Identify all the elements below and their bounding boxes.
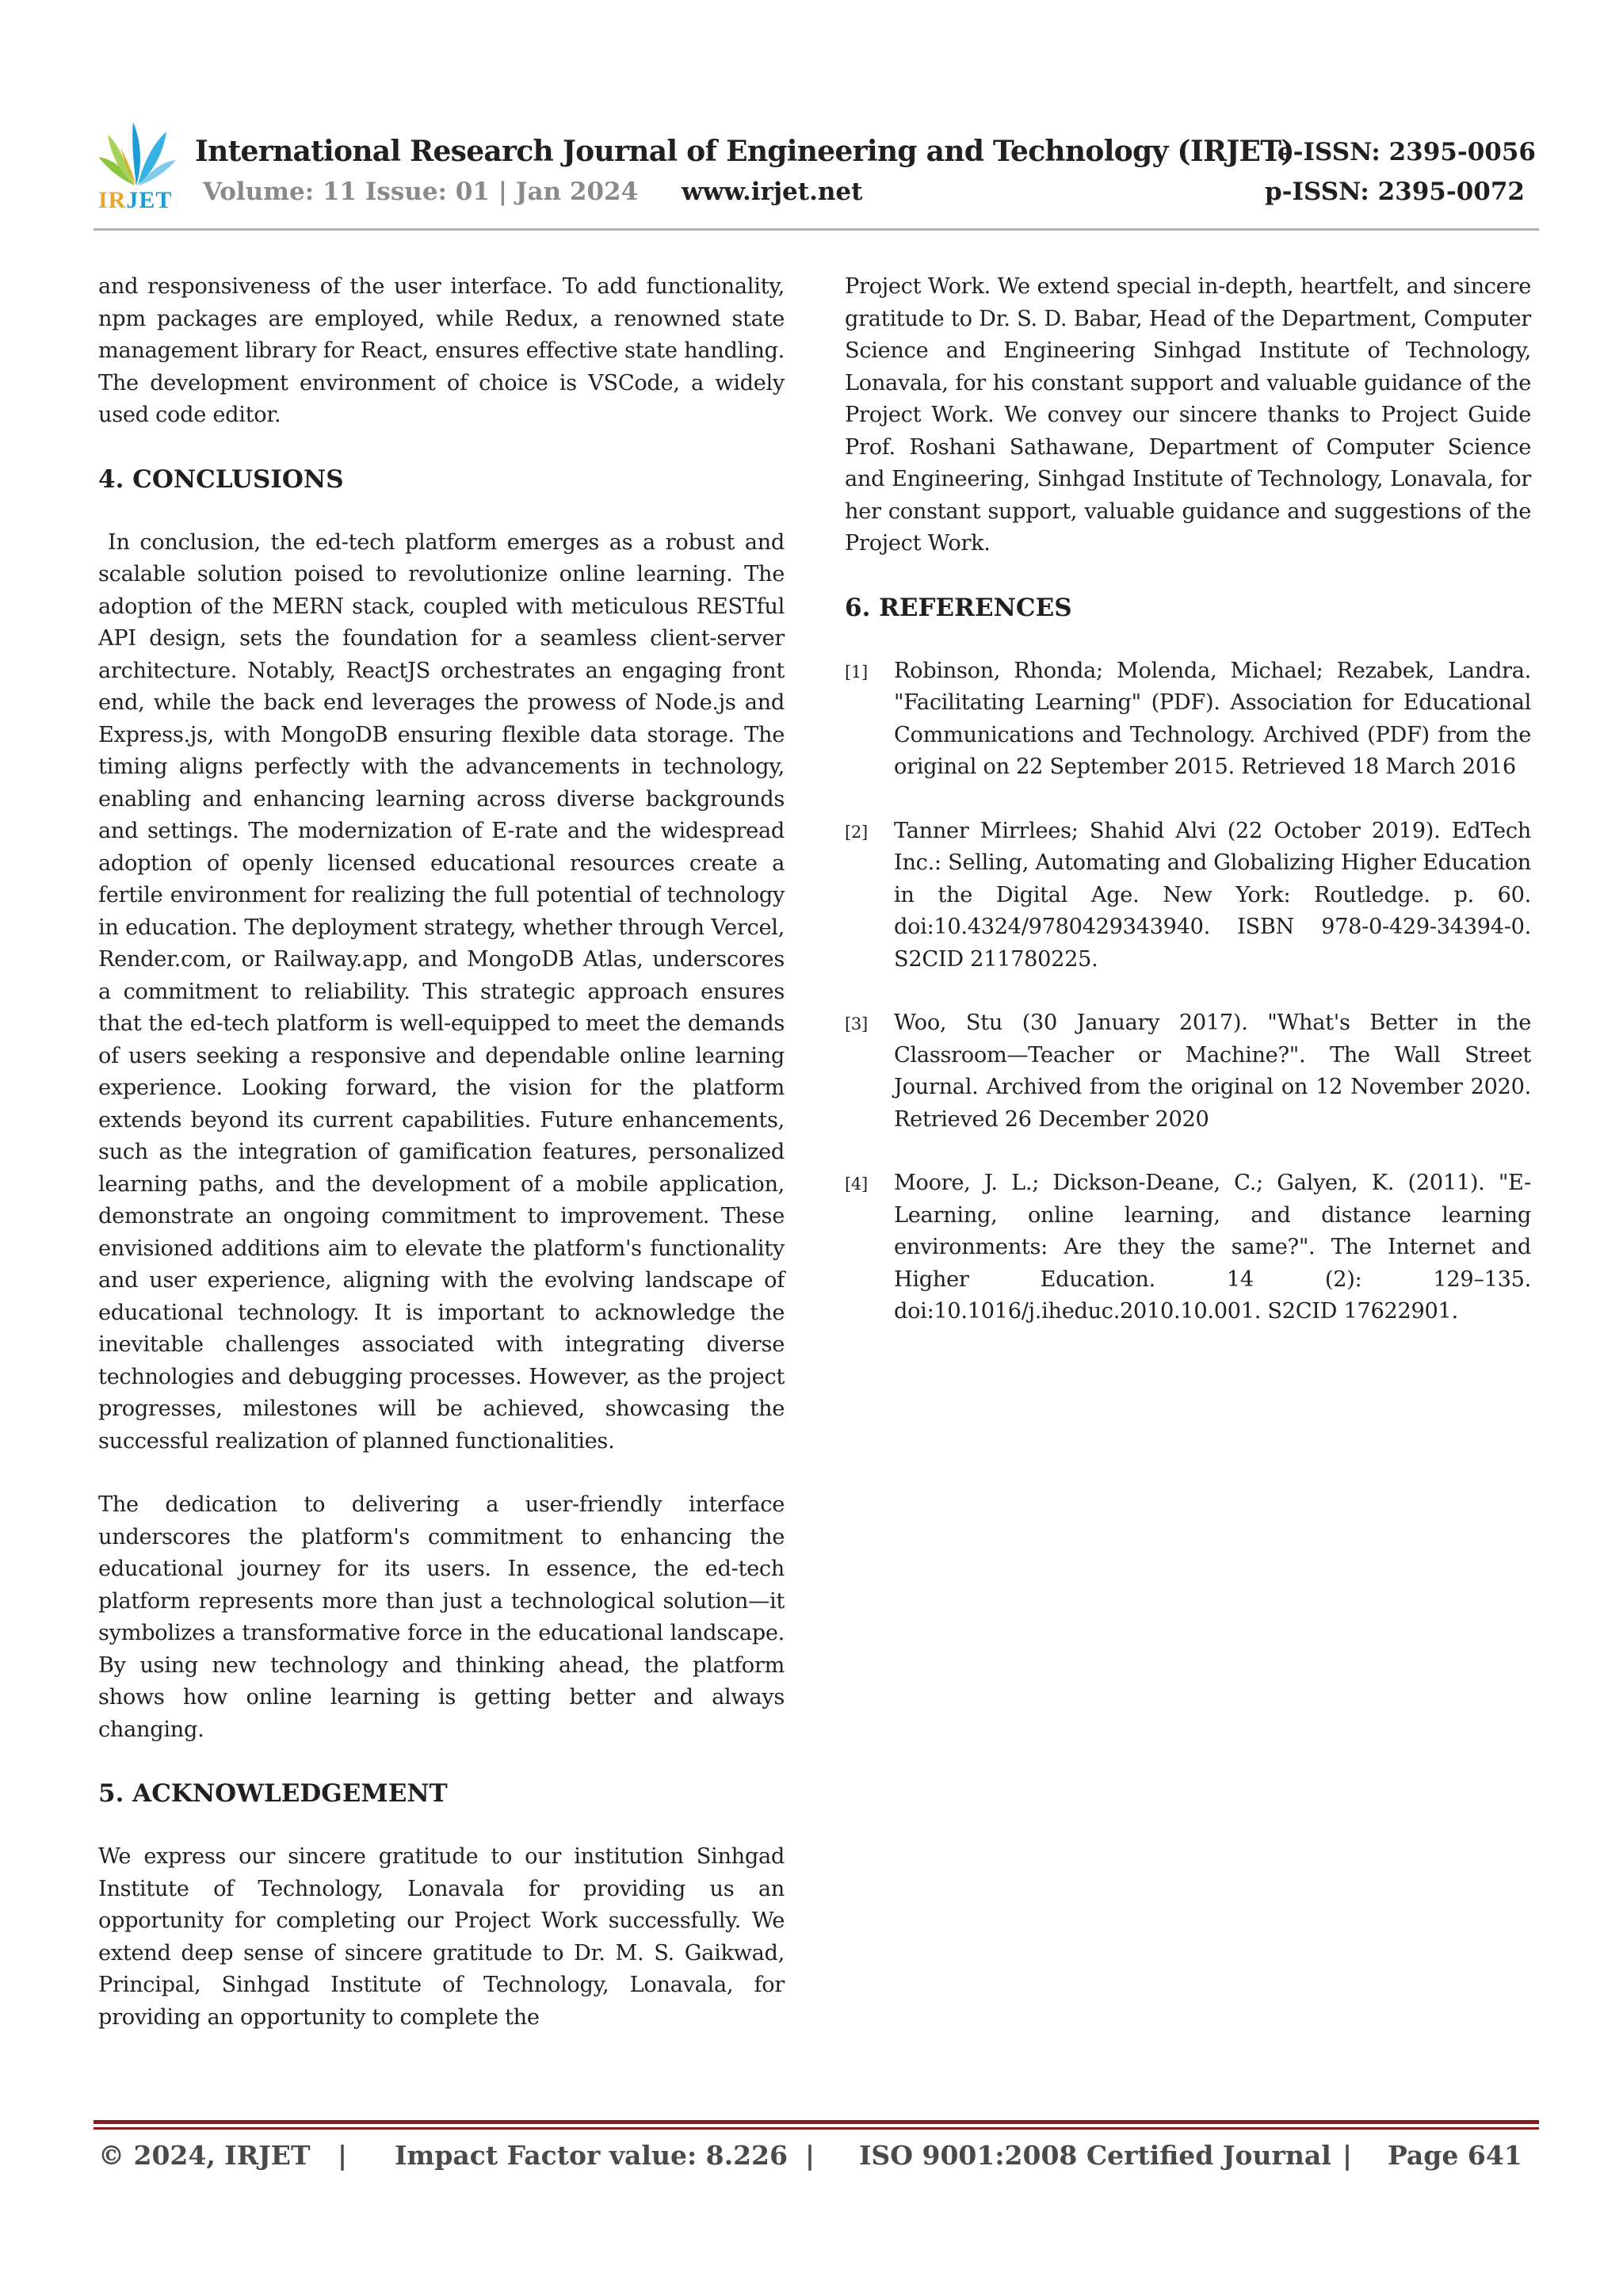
reference-text: Woo, Stu (30 January 2017). "What's Better in the Classroom—Teacher or Machine?". The Wall Street Journal. Archived from the original on 12 November 2020. Retrieved 26 December 2020 bbox=[894, 1010, 1531, 1132]
footer-page-number: Page 641 bbox=[1388, 2140, 1522, 2171]
logo-text-ir: IR bbox=[98, 187, 127, 213]
logo-text-jet: JET bbox=[126, 187, 173, 213]
conclusions-heading: 4. CONCLUSIONS bbox=[98, 464, 344, 494]
reference-list bbox=[845, 655, 1531, 1328]
reference-item bbox=[845, 655, 1531, 784]
references-heading: 6. REFERENCES bbox=[845, 593, 1072, 622]
reference-text: Tanner Mirrlees; Shahid Alvi (22 October 2019). EdTech Inc.: Selling, Automating and Globalizing Higher Education in the Digital Age. New York: Routledge. p. 60. doi:10.4324/9780429343940. ISBN 978-0-429-34394-0. S2CID 211780225. bbox=[894, 818, 1531, 972]
footer-divider-thick bbox=[94, 2120, 1539, 2124]
acknowledgement-continued: Project Work. We extend special in-depth, heartfelt, and sincere gratitude to Dr. S. D. Babar, Head of the Department, Computer Science and Engineering Sinhgad Institute of Technology, Lonavala, for his constant support and valuable guidance of the Project Work. We convey our sincere thanks to Project Guide Prof. Roshani Sathawane, Department of Computer Science and Engineering, Sinhgad Institute of Technology, Lonavala, for her constant support, valuable guidance and suggestions of the Project Work. bbox=[845, 274, 1531, 556]
intro-paragraph: and responsiveness of the user interface. To add functionality, npm packages are employed, while Redux, a renowned state management library for React, ensures effective state handling. The development environment of choice is VSCode, a widely used code editor. bbox=[98, 274, 785, 427]
reference-number: [3] bbox=[845, 1014, 868, 1033]
left-column bbox=[98, 271, 785, 2034]
reference-text: Robinson, Rhonda; Molenda, Michael; Rezabek, Landra. "Facilitating Learning" (PDF). Association for Educational Communications and Technology. Archived (PDF) from the original on 22 September 2015. Retrieved 18 March 2016 bbox=[894, 658, 1531, 779]
logo-wordmark bbox=[98, 187, 172, 214]
right-column bbox=[845, 271, 1531, 1360]
footer-divider-thin bbox=[94, 2127, 1539, 2130]
acknowledgement-paragraph: We express our sincere gratitude to our institution Sinhgad Institute of Technology, Lonavala for providing us an opportunity for completing our Project Work successfully. We extend deep sense of sincere gratitude to Dr. M. S. Gaikwad, Principal, Sinhgad Institute of Technology, Lonavala, for providing an opportunity to complete the bbox=[98, 1844, 785, 2030]
footer-separator: | bbox=[1342, 2140, 1353, 2171]
reference-item bbox=[845, 1167, 1531, 1328]
footer-copyright: © 2024, IRJET bbox=[98, 2140, 311, 2171]
irjet-leaf-logo-icon bbox=[94, 119, 181, 190]
footer-impact-factor: Impact Factor value: 8.226 bbox=[395, 2140, 788, 2171]
page-header bbox=[94, 119, 1536, 223]
journal-logo bbox=[94, 119, 181, 212]
volume-issue: Volume: 11 Issue: 01 | Jan 2024 bbox=[203, 178, 639, 206]
acknowledgement-heading: 5. ACKNOWLEDGEMENT bbox=[98, 1779, 448, 1808]
conclusions-paragraph-2: The dedication to delivering a user-friendly interface underscores the platform's commitment to enhancing the educational journey for its users. In essence, the ed-tech platform represents more than just a technological solution—it symbolizes a transformative force in the educational landscape. By using new technology and thinking ahead, the platform shows how online learning is getting better and always changing. bbox=[98, 1492, 785, 1742]
reference-text: Moore, J. L.; Dickson-Deane, C.; Galyen, K. (2011). "E-Learning, online learning, and distance learning environments: Are they the same?". The Internet and Higher Education. 14 (2): 129–135. doi:10.1016/j.iheduc.2010.10.001. S2CID 17622901. bbox=[894, 1171, 1531, 1324]
journal-website: www.irjet.net bbox=[682, 178, 863, 206]
reference-number: [1] bbox=[845, 662, 868, 682]
reference-number: [2] bbox=[845, 822, 868, 842]
p-issn: p-ISSN: 2395-0072 bbox=[1264, 178, 1525, 206]
footer-separator: | bbox=[338, 2140, 348, 2171]
page-footer bbox=[98, 2140, 1541, 2178]
header-divider bbox=[94, 228, 1539, 231]
conclusions-paragraph-1: In conclusion, the ed-tech platform emerges as a robust and scalable solution poised to revolutionize online learning. The adoption of the MERN stack, coupled with meticulous RESTful API design, sets the foundation for a seamless client-server architecture. Notably, ReactJS orchestrates an engaging front end, while the back end leverages the prowess of Node.js and Express.js, with MongoDB ensuring flexible data storage. The timing aligns perfectly with the advancements in technology, enabling and enhancing learning across diverse backgrounds and settings. The modernization of E-rate and the widespread adoption of openly licensed educational resources create a fertile environment for realizing the full potential of technology in education. The deployment strategy, whether through Vercel, Render.com, or Railway.app, and MongoDB Atlas, underscores a commitment to reliability. This strategic approach ensures that the ed-tech platform is well-equipped to meet the demands of users seeking a responsive and dependable online learning experience. Looking forward, the vision for the platform extends beyond its current capabilities. Future enhancements, such as the integration of gamification features, personalized learning paths, and the development of a mobile application, demonstrate an ongoing commitment to improvement. These envisioned additions aim to elevate the platform's functionality and user experience, aligning with the evolving landscape of educational technology. It is important to acknowledge the inevitable challenges associated with integrating diverse technologies and debugging processes. However, as the project progresses, milestones will be achieved, showcasing the successful realization of planned functionalities. bbox=[98, 529, 785, 1454]
footer-iso-certification: ISO 9001:2008 Certified Journal bbox=[859, 2140, 1331, 2171]
footer-separator: | bbox=[805, 2140, 815, 2171]
journal-title: International Research Journal of Engineering and Technology (IRJET) bbox=[195, 135, 1294, 168]
reference-number: [4] bbox=[845, 1175, 868, 1194]
e-issn: e-ISSN: 2395-0056 bbox=[1277, 138, 1536, 166]
reference-item bbox=[845, 816, 1531, 976]
reference-item bbox=[845, 1007, 1531, 1136]
